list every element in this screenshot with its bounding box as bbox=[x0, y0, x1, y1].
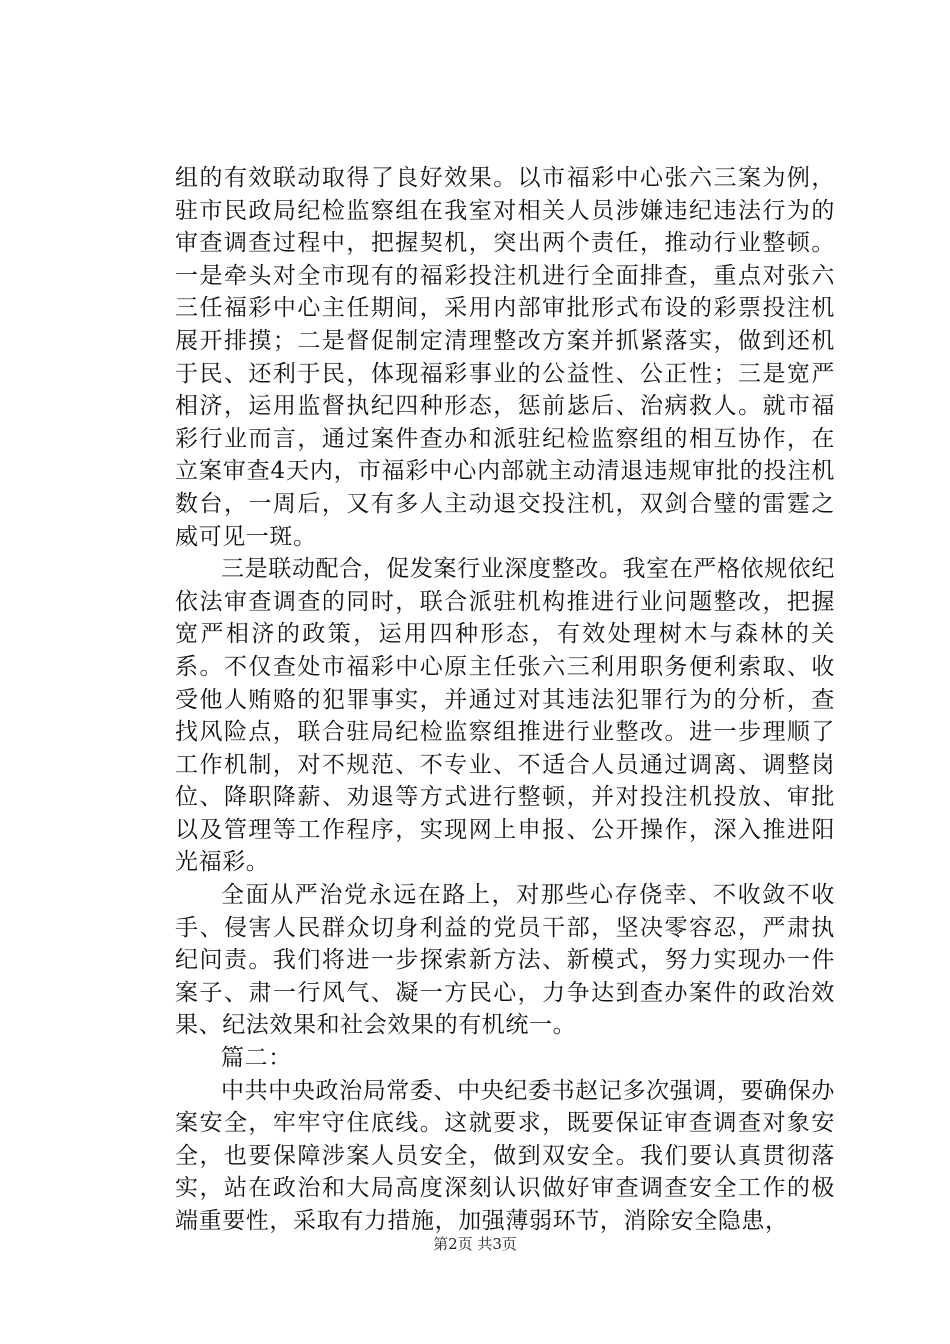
paragraph-continuation: 组的有效联动取得了良好效果。以市福彩中心张六三案为例，驻市民政局纪检监察组在我室对相关人员涉嫌违纪违法行为的审查调查过程中，把握契机，突出两个责任，推动行业整顿。一是牵头对全市现有的福彩投注机进行全面排查，重点对张六三任福彩中心主任期间，采用内部审批形式布设的彩票投注机展开排摸；二是督促制定清理整改方案并抓紧落实，做到还机于民、还利于民，体现福彩事业的公益性、公正性；三是宽严相济，运用监督执纪四种形态，惩前毖后、治病救人。就市福彩行业而言，通过案件查办和派驻纪检监察组的相互协作，在立案审查4天内，市福彩中心内部就主动清退违规审批的投注机数台，一周后，又有多人主动退交投注机，双剑合璧的雷霆之威可见一斑。 bbox=[175, 165, 835, 550]
paragraph-part-two: 中共中央政治局常委、中央纪委书赵记多次强调，要确保办案安全，牢牢守住底线。这就要求，既要保证审查调查对象安全，也要保障涉案人员安全，做到双安全。我们要认真贯彻落实，站在政治和大局高度深刻认识做好审查调查安全工作的极端重要性，采取有力措施，加强薄弱环节，消除安全隐患， bbox=[175, 1077, 835, 1234]
document-body bbox=[175, 162, 835, 1238]
paragraph-conclusion: 全面从严治党永远在路上，对那些心存侥幸、不收敛不收手、侵害人民群众切身利益的党员干部，坚决零容忍，严肃执纪问责。我们将进一步探索新方法、新模式，努力实现办一件案子、肃一行风气、凝一方民心，力争达到查办案件的政治效果、纪法效果和社会效果的有机统一。 bbox=[175, 882, 835, 1039]
page-number-footer: 第2页 共3页 bbox=[433, 1235, 517, 1253]
paragraph-rectification: 三是联动配合，促发案行业深度整改。我室在严格依规依纪依法审查调查的同时，联合派驻机构推进行业问题整改，把握宽严相济的政策，运用四种形态，有效处理树木与森林的关系。不仅查处市福彩中心原主任张六三利用职务便利索取、收受他人贿赂的犯罪事实，并通过对其违法犯罪行为的分析，查找风险点，联合驻局纪检监察组推进行业整改。进一步理顺了工作机制，对不规范、不专业、不适合人员通过调离、调整岗位、降职降薪、劝退等方式进行整顿，并对投注机投放、审批以及管理等工作程序，实现网上申报、公开操作，深入推进阳光福彩。 bbox=[175, 556, 835, 876]
section-heading: 篇二： bbox=[221, 1045, 292, 1072]
